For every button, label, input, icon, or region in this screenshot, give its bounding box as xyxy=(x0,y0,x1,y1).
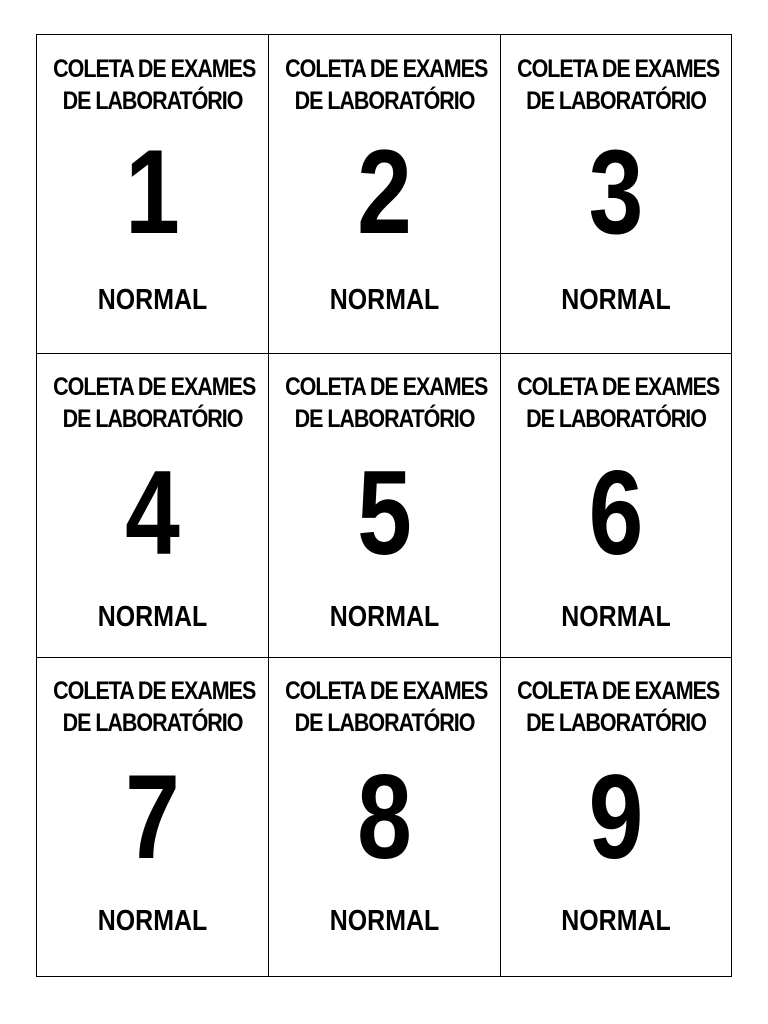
ticket-heading xyxy=(285,371,488,435)
ticket-cell xyxy=(37,353,268,657)
ticket-heading xyxy=(517,371,720,435)
ticket-status: NORMAL xyxy=(329,284,440,316)
ticket-heading-line1: COLETA DE EXAMES xyxy=(285,677,488,705)
ticket-number: 4 xyxy=(125,446,180,580)
ticket-status: NORMAL xyxy=(561,905,671,937)
ticket-sheet xyxy=(36,34,732,977)
ticket-heading-line2: DE LABORATÓRIO xyxy=(526,709,706,737)
ticket-heading-line2: DE LABORATÓRIO xyxy=(62,87,243,115)
ticket-cell xyxy=(37,657,268,976)
ticket-number: 6 xyxy=(588,446,644,580)
ticket-heading xyxy=(53,53,256,117)
ticket-status: NORMAL xyxy=(561,601,671,633)
ticket-number: 2 xyxy=(357,125,412,259)
ticket-heading-line1: COLETA DE EXAMES xyxy=(53,677,256,705)
ticket-heading xyxy=(285,675,488,739)
ticket-heading-line1: COLETA DE EXAMES xyxy=(285,373,488,401)
ticket-heading-line1: COLETA DE EXAMES xyxy=(517,55,720,83)
ticket-heading-line1: COLETA DE EXAMES xyxy=(53,373,256,401)
ticket-number: 3 xyxy=(588,125,644,259)
ticket-heading-line2: DE LABORATÓRIO xyxy=(294,405,475,433)
ticket-heading-line1: COLETA DE EXAMES xyxy=(285,55,488,83)
ticket-status: NORMAL xyxy=(329,601,440,633)
ticket-cell xyxy=(268,657,500,976)
ticket-heading-line2: DE LABORATÓRIO xyxy=(62,709,243,737)
ticket-heading xyxy=(53,371,256,435)
ticket-cell xyxy=(268,35,500,353)
ticket-heading-line1: COLETA DE EXAMES xyxy=(53,55,256,83)
ticket-status: NORMAL xyxy=(97,284,208,316)
ticket-status: NORMAL xyxy=(97,905,208,937)
ticket-number: 5 xyxy=(357,446,412,580)
ticket-number: 8 xyxy=(357,750,412,884)
ticket-status: NORMAL xyxy=(561,284,671,316)
ticket-cell xyxy=(500,657,731,976)
ticket-number: 9 xyxy=(588,750,644,884)
ticket-heading-line2: DE LABORATÓRIO xyxy=(62,405,243,433)
ticket-heading-line2: DE LABORATÓRIO xyxy=(526,87,706,115)
ticket-heading-line1: COLETA DE EXAMES xyxy=(517,373,720,401)
ticket-number: 1 xyxy=(125,125,180,259)
ticket-heading xyxy=(517,53,720,117)
ticket-heading-line2: DE LABORATÓRIO xyxy=(526,405,706,433)
ticket-heading xyxy=(285,53,488,117)
ticket-cell xyxy=(37,35,268,353)
ticket-heading-line1: COLETA DE EXAMES xyxy=(517,677,720,705)
ticket-heading-line2: DE LABORATÓRIO xyxy=(294,709,475,737)
ticket-cell xyxy=(500,35,731,353)
ticket-cell xyxy=(500,353,731,657)
ticket-heading-line2: DE LABORATÓRIO xyxy=(294,87,475,115)
ticket-status: NORMAL xyxy=(97,601,208,633)
ticket-heading xyxy=(53,675,256,739)
ticket-number: 7 xyxy=(125,750,180,884)
ticket-heading xyxy=(517,675,720,739)
ticket-status: NORMAL xyxy=(329,905,440,937)
ticket-cell xyxy=(268,353,500,657)
